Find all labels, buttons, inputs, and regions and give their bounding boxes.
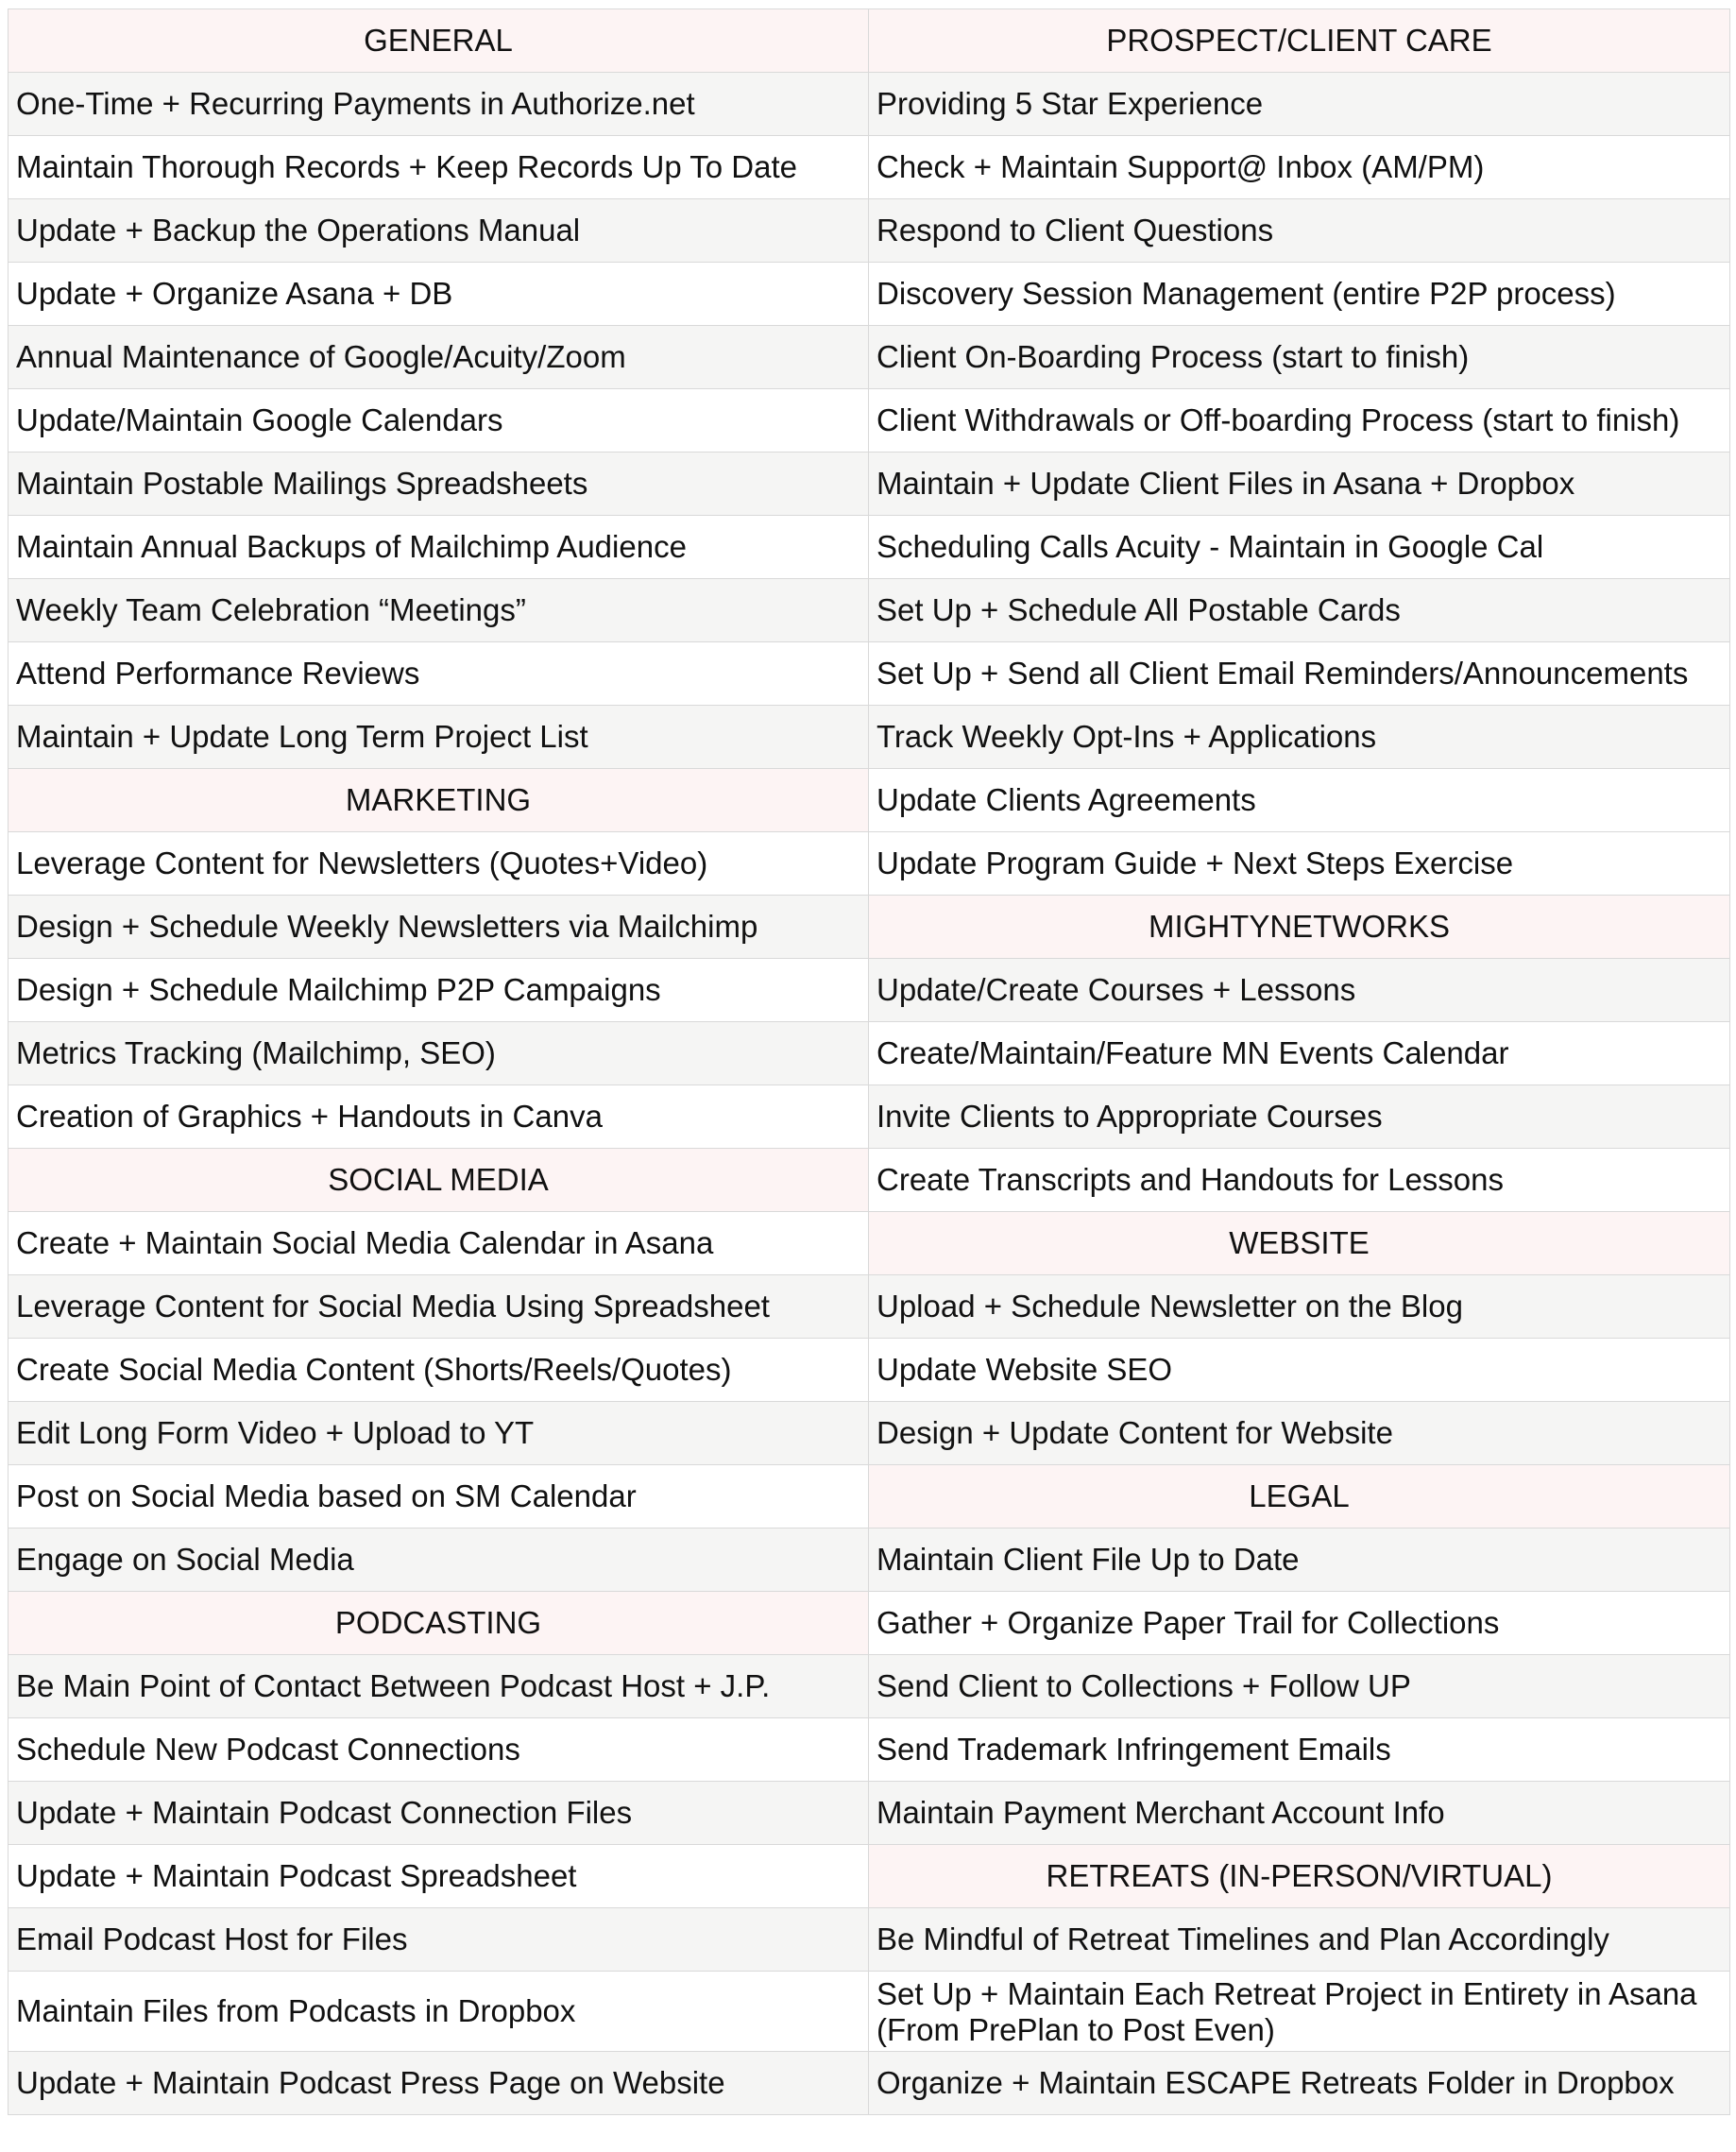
table-row	[9, 1275, 1730, 1339]
table-row	[9, 199, 1730, 263]
task-cell: Design + Schedule Mailchimp P2P Campaigns	[9, 959, 869, 1022]
table-row	[9, 706, 1730, 769]
table-row	[9, 1402, 1730, 1465]
table-row	[9, 389, 1730, 453]
task-cell: Send Client to Collections + Follow UP	[869, 1655, 1730, 1718]
table-row	[9, 1339, 1730, 1402]
table-row	[9, 1022, 1730, 1085]
task-cell: Update Program Guide + Next Steps Exercise	[869, 832, 1730, 896]
table-row	[9, 136, 1730, 199]
task-cell: Upload + Schedule Newsletter on the Blog	[869, 1275, 1730, 1339]
task-cell: Weekly Team Celebration “Meetings”	[9, 579, 869, 642]
task-cell: Maintain Payment Merchant Account Info	[869, 1782, 1730, 1845]
section-header-retreats: RETREATS (IN-PERSON/VIRTUAL)	[869, 1845, 1730, 1908]
task-cell: Engage on Social Media	[9, 1529, 869, 1592]
task-cell: Update Clients Agreements	[869, 769, 1730, 832]
table-row	[9, 1592, 1730, 1655]
task-cell: Set Up + Schedule All Postable Cards	[869, 579, 1730, 642]
task-cell: Set Up + Send all Client Email Reminders/Announcements	[869, 642, 1730, 706]
section-header-marketing: MARKETING	[9, 769, 869, 832]
task-cell: Update + Organize Asana + DB	[9, 263, 869, 326]
table-row	[9, 959, 1730, 1022]
task-cell: Maintain + Update Client Files in Asana + Dropbox	[869, 453, 1730, 516]
table-row	[9, 1718, 1730, 1782]
table-row	[9, 769, 1730, 832]
task-cell: Maintain Postable Mailings Spreadsheets	[9, 453, 869, 516]
section-header-podcasting: PODCASTING	[9, 1592, 869, 1655]
section-header-mightynetworks: MIGHTYNETWORKS	[869, 896, 1730, 959]
task-cell: Update + Maintain Podcast Press Page on Website	[9, 2052, 869, 2115]
task-cell: Email Podcast Host for Files	[9, 1908, 869, 1972]
section-header-website: WEBSITE	[869, 1212, 1730, 1275]
task-cell: Send Trademark Infringement Emails	[869, 1718, 1730, 1782]
task-cell: Invite Clients to Appropriate Courses	[869, 1085, 1730, 1149]
task-cell: Create Social Media Content (Shorts/Reels/Quotes)	[9, 1339, 869, 1402]
table-row	[9, 1908, 1730, 1972]
task-cell: Client Withdrawals or Off-boarding Process (start to finish)	[869, 389, 1730, 453]
table-row	[9, 9, 1730, 73]
task-cell: Annual Maintenance of Google/Acuity/Zoom	[9, 326, 869, 389]
task-cell: Leverage Content for Social Media Using Spreadsheet	[9, 1275, 869, 1339]
task-cell: Track Weekly Opt-Ins + Applications	[869, 706, 1730, 769]
task-cell: Be Main Point of Contact Between Podcast Host + J.P.	[9, 1655, 869, 1718]
section-header-prospect-client-care: PROSPECT/CLIENT CARE	[869, 9, 1730, 73]
task-cell: Post on Social Media based on SM Calendar	[9, 1465, 869, 1529]
task-cell: Maintain Annual Backups of Mailchimp Audience	[9, 516, 869, 579]
table-row	[9, 73, 1730, 136]
task-cell: Design + Update Content for Website	[869, 1402, 1730, 1465]
task-cell: Maintain Thorough Records + Keep Records Up To Date	[9, 136, 869, 199]
task-cell: Leverage Content for Newsletters (Quotes+Video)	[9, 832, 869, 896]
table-row	[9, 1085, 1730, 1149]
table-row	[9, 1529, 1730, 1592]
table-row	[9, 832, 1730, 896]
task-cell: Update + Maintain Podcast Spreadsheet	[9, 1845, 869, 1908]
table-row	[9, 1465, 1730, 1529]
task-cell: Maintain Files from Podcasts in Dropbox	[9, 1972, 869, 2052]
task-cell: Create/Maintain/Feature MN Events Calendar	[869, 1022, 1730, 1085]
task-cell: Design + Schedule Weekly Newsletters via Mailchimp	[9, 896, 869, 959]
task-cell: Creation of Graphics + Handouts in Canva	[9, 1085, 869, 1149]
task-cell: Update + Maintain Podcast Connection Files	[9, 1782, 869, 1845]
section-header-social-media: SOCIAL MEDIA	[9, 1149, 869, 1212]
section-header-legal: LEGAL	[869, 1465, 1730, 1529]
section-header-general: GENERAL	[9, 9, 869, 73]
table-row	[9, 263, 1730, 326]
task-cell: Edit Long Form Video + Upload to YT	[9, 1402, 869, 1465]
task-cell: One-Time + Recurring Payments in Authorize.net	[9, 73, 869, 136]
table-row	[9, 1972, 1730, 2052]
task-cell: Schedule New Podcast Connections	[9, 1718, 869, 1782]
table-row	[9, 1655, 1730, 1718]
task-cell: Maintain + Update Long Term Project List	[9, 706, 869, 769]
task-cell: Metrics Tracking (Mailchimp, SEO)	[9, 1022, 869, 1085]
task-cell: Providing 5 Star Experience	[869, 73, 1730, 136]
task-cell: Create + Maintain Social Media Calendar in Asana	[9, 1212, 869, 1275]
task-cell: Set Up + Maintain Each Retreat Project in Entirety in Asana (From PrePlan to Post Even)	[869, 1972, 1730, 2052]
task-cell: Maintain Client File Up to Date	[869, 1529, 1730, 1592]
task-cell: Check + Maintain Support@ Inbox (AM/PM)	[869, 136, 1730, 199]
table-row	[9, 1149, 1730, 1212]
task-cell: Respond to Client Questions	[869, 199, 1730, 263]
table-row	[9, 1212, 1730, 1275]
task-cell: Scheduling Calls Acuity - Maintain in Google Cal	[869, 516, 1730, 579]
table-row	[9, 642, 1730, 706]
table-row	[9, 896, 1730, 959]
task-cell: Gather + Organize Paper Trail for Collections	[869, 1592, 1730, 1655]
task-cell: Client On-Boarding Process (start to finish)	[869, 326, 1730, 389]
task-cell: Create Transcripts and Handouts for Lessons	[869, 1149, 1730, 1212]
task-cell: Be Mindful of Retreat Timelines and Plan Accordingly	[869, 1908, 1730, 1972]
task-cell: Attend Performance Reviews	[9, 642, 869, 706]
task-sheet	[8, 9, 1729, 2115]
task-cell: Update Website SEO	[869, 1339, 1730, 1402]
table-row	[9, 2052, 1730, 2115]
task-cell: Organize + Maintain ESCAPE Retreats Folder in Dropbox	[869, 2052, 1730, 2115]
task-table	[8, 9, 1730, 2115]
task-cell: Update + Backup the Operations Manual	[9, 199, 869, 263]
table-row	[9, 1845, 1730, 1908]
task-cell: Update/Create Courses + Lessons	[869, 959, 1730, 1022]
table-row	[9, 579, 1730, 642]
table-row	[9, 326, 1730, 389]
table-row	[9, 1782, 1730, 1845]
task-cell: Update/Maintain Google Calendars	[9, 389, 869, 453]
table-row	[9, 516, 1730, 579]
task-cell: Discovery Session Management (entire P2P process)	[869, 263, 1730, 326]
table-row	[9, 453, 1730, 516]
